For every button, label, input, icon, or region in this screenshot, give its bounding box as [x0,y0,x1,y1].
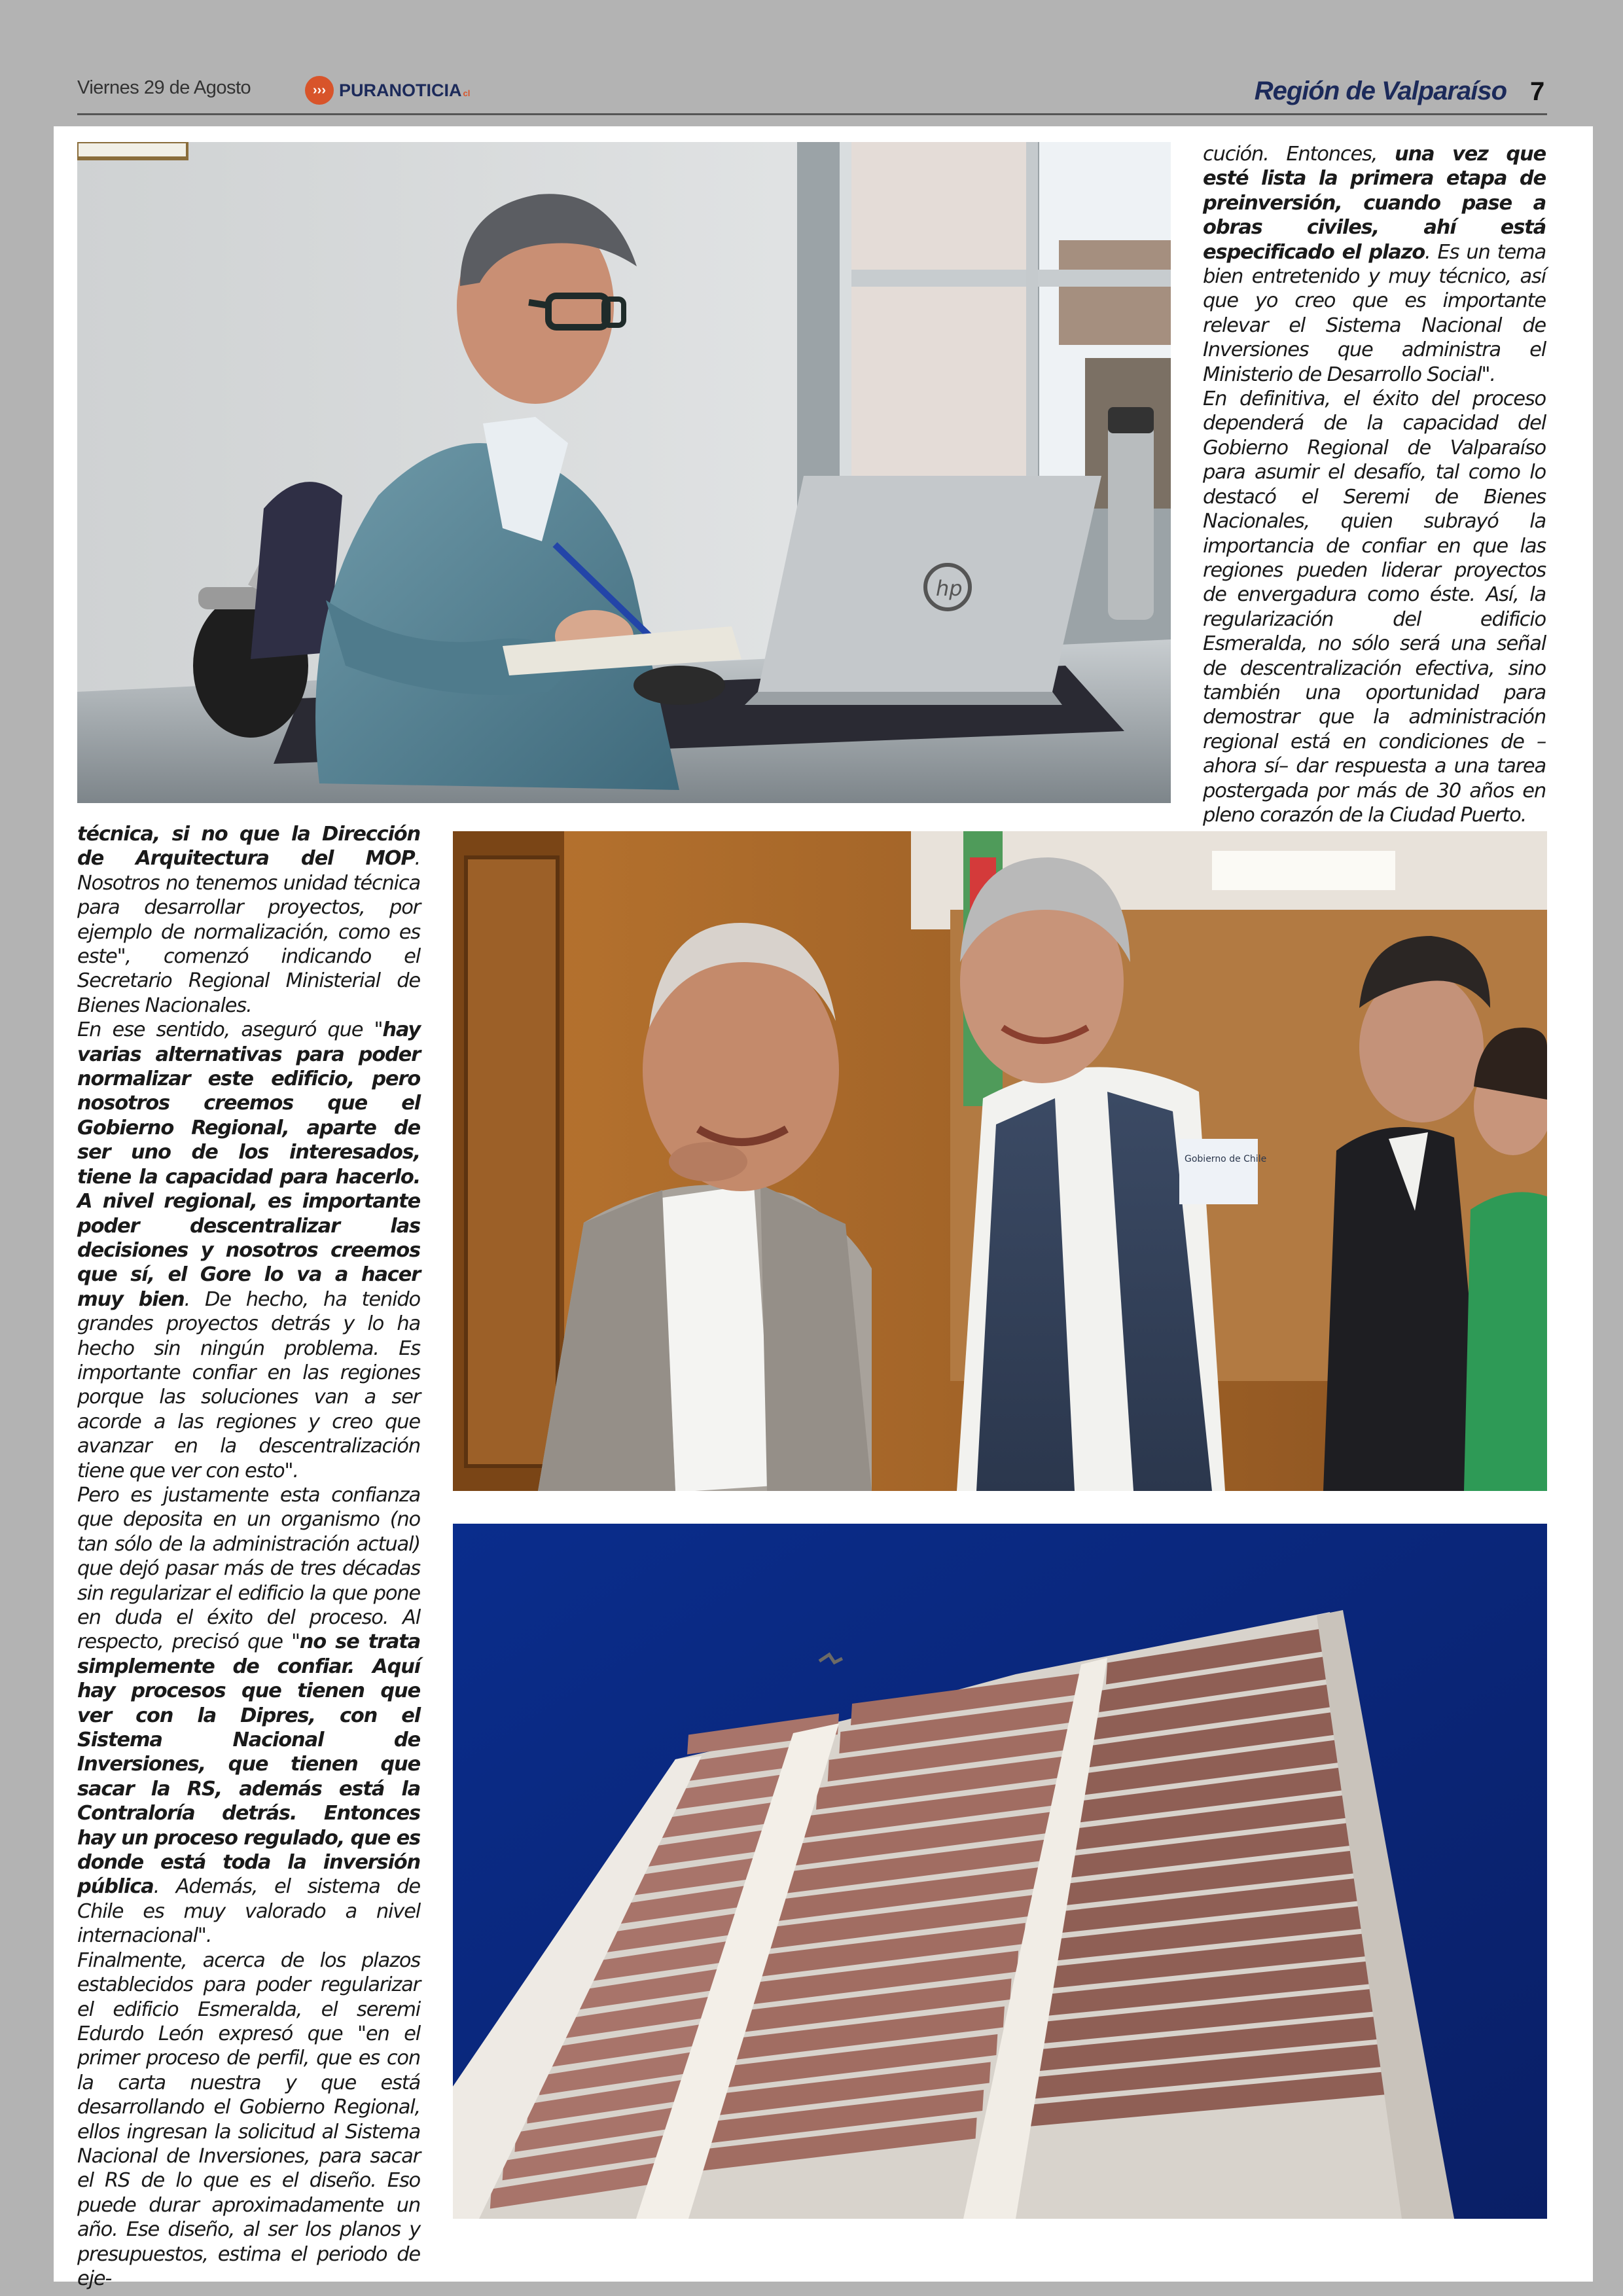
photo-edificio-esmeralda [453,1524,1547,2219]
logo-domain-suffix: cl [463,88,471,98]
issue-date: Viernes 29 de Agosto [77,77,251,98]
laptop-brand-text: hp [936,576,963,601]
article-text-run: . Es un tema bien entretenido y muy técnico, así que yo creo que es importante relevar el Sistema Nacional de Inversiones que administra el Ministerio de Desarrollo Social". [1203,240,1546,386]
article-text-run: Finalmente, acerca de los plazos establecidos para poder regularizar el edificio Esmeralda, el seremi Edurdo León expresó que "en el primer proceso de perfil, que es con la carta nuestra y que está desarrollando el Gobierno Regional, ellos ingresan la solicitud al Sistema Nacional de Inversiones, para sacar el RS de lo que es el diseño. Eso puede durar aproximadamente un año. Ese diseño, al ser los planos y presupuestos, estima el periodo de eje- [77,1948,420,2290]
photo-officials-handshake [453,831,1547,1491]
article-text-right-column [1203,142,1546,827]
logo-wordmark: PURANOTICIA [339,80,462,100]
article-emphasis-run: no se trata simplemente de confiar. Aquí hay procesos que tienen que ver con la Dipres, con el Sistema Nacional de Inversiones, que tienen que sacar la RS, además está la Contraloría detrás. Entonces hay un proceso regulado, que es donde está toda la inversión pública [77,1630,421,1899]
article-text-run: . Además, el sistema de Chile es muy valorado a nivel internacional". [77,1875,420,1948]
article-paragraph [1203,142,1546,387]
photo-official-at-desk [77,142,1171,803]
header-divider [77,113,1547,115]
article-paragraph [77,1948,420,2291]
article-paragraph [1203,387,1546,827]
section-title: Región de Valparaíso [1254,77,1507,105]
puranoticia-logo[interactable] [305,76,470,105]
article-emphasis-run: técnica, si no que la Dirección de Arquitectura del MOP [77,823,420,870]
article-emphasis-run: hay varias alternativas para poder normalizar este edificio, pero nosotros creemos que el Gobierno Regional, aparte de ser uno de los interesados, tiene la capacidad para hacerlo. A nivel regional, es importante poder descentralizar las decisiones y nosotros creemos que sí, el Gore lo va a hacer muy bien [77,1018,420,1311]
article-text-run: . De hecho, ha tenido grandes proyectos detrás y lo ha hecho sin ningún problema. Es importante confiar en las regiones porque las soluciones van a ser acorde a las regiones y creo que avanzar en la descentralización tiene que ver con esto". [77,1287,420,1482]
article-paragraph [77,1018,420,1483]
article-text-run: Pero es justamente esta confianza que deposita en un organismo (no tan sólo de la administración actual) que dejó pasar más de tres décadas sin regularizar el edificio la que pone en duda el éxito del proceso. Al respecto, precisó que " [77,1483,420,1654]
article-text-run: cución. Entonces, [1203,143,1395,166]
article-emphasis-run: una vez que esté lista la primera etapa de preinversión, cuando pase a obras civiles, ahí está especificado el plazo [1203,143,1546,264]
article-paragraph [77,1483,420,1948]
logo-chevrons-icon: ››› [305,76,334,105]
vest-patch-text: Gobierno de Chile [1185,1154,1267,1164]
article-text-run: En ese sentido, aseguró que " [77,1018,383,1042]
article-text-run: . Nosotros no tenemos unidad técnica para desarrollar proyectos, por ejemplo de normalización, como es este", comenzó indicando el Secretario Regional Ministerial de Bienes Nacionales. [77,847,420,1017]
article-text-run: En definitiva, el éxito del proceso dependerá de la capacidad del Gobierno Regional de Valparaíso para asumir el desafío, tal como lo destacó el Seremi de Bienes Nacionales, quien subrayó la importancia de confiar en que las regiones pueden liderar proyectos de envergadura como éste. Así, la regularización del edificio Esmeralda, no sólo será una señal de descentralización efectiva, sino también una oportunidad para demostrar que la administración regional está en condiciones de –ahora sí– dar respuesta a una tarea postergada por más de 30 años en pleno corazón de la Ciudad Puerto. [1203,387,1546,827]
article-paragraph [77,822,420,1018]
article-text-left-column [77,822,420,2291]
page-number: 7 [1530,77,1545,106]
